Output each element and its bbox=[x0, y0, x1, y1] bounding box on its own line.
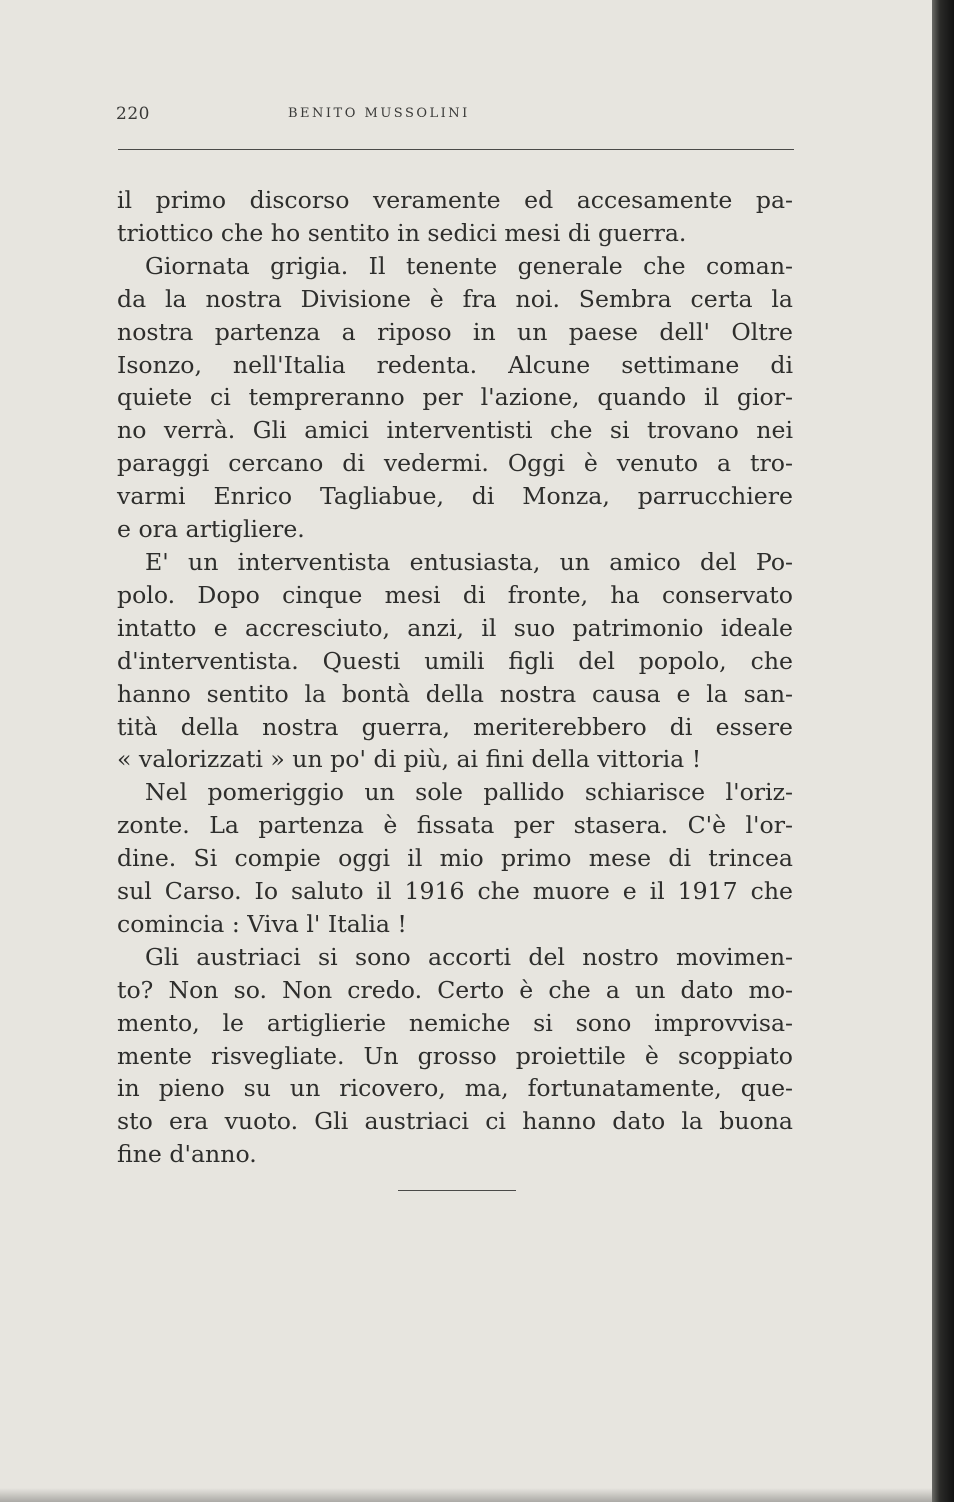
running-head bbox=[116, 104, 796, 128]
text-line: zonte. La partenza è fissata per stasera. C'è l'or- bbox=[117, 811, 793, 840]
text-line: Gli austriaci si sono accorti del nostro movimen- bbox=[145, 942, 793, 971]
text-line: paraggi cercano di vedermi. Oggi è venuto a tro- bbox=[117, 449, 793, 478]
text-line: da la nostra Divisione è fra noi. Sembra certa la bbox=[117, 284, 793, 313]
text-line: d'interventista. Questi umili figli del popolo, che bbox=[117, 646, 793, 675]
body-text bbox=[117, 184, 793, 1171]
text-line: mente risvegliate. Un grosso proiettile è scoppiato bbox=[117, 1041, 793, 1070]
text-line: intatto e accresciuto, anzi, il suo patrimonio ideale bbox=[117, 613, 793, 642]
page-number: 220 bbox=[116, 104, 150, 124]
text-line: sto era vuoto. Gli austriaci ci hanno dato la buona bbox=[117, 1107, 793, 1136]
paragraph bbox=[117, 184, 793, 250]
paragraph bbox=[117, 250, 793, 546]
text-line: Isonzo, nell'Italia redenta. Alcune settimane di bbox=[117, 350, 793, 379]
text-line: E' un interventista entusiasta, un amico del Po- bbox=[145, 547, 793, 576]
text-line: e ora artigliere. bbox=[117, 515, 305, 544]
text-line: hanno sentito la bontà della nostra causa e la san- bbox=[117, 679, 793, 708]
running-title: BENITO MUSSOLINI bbox=[288, 106, 470, 121]
text-line: varmi Enrico Tagliabue, di Monza, parrucchiere bbox=[117, 482, 793, 511]
text-line: dine. Si compie oggi il mio primo mese di trincea bbox=[117, 844, 793, 873]
text-line: Giornata grigia. Il tenente generale che coman- bbox=[145, 251, 793, 280]
text-line: « valorizzati » un po' di più, ai fini della vittoria ! bbox=[117, 745, 702, 774]
text-line: comincia : Viva l' Italia ! bbox=[117, 909, 407, 938]
paragraph bbox=[117, 546, 793, 776]
text-line: no verrà. Gli amici interventisti che si trovano nei bbox=[117, 416, 793, 445]
bottom-shadow bbox=[0, 1488, 934, 1502]
paragraph bbox=[117, 941, 793, 1171]
text-line: nostra partenza a riposo in un paese dell' Oltre bbox=[117, 317, 793, 346]
paragraph bbox=[117, 776, 793, 941]
text-line: in pieno su un ricovero, ma, fortunatamente, que- bbox=[117, 1074, 793, 1103]
header-rule bbox=[118, 149, 794, 150]
text-line: fine d'anno. bbox=[117, 1140, 257, 1169]
text-line: to? Non so. Non credo. Certo è che a un dato mo- bbox=[117, 975, 793, 1004]
book-spine-shadow bbox=[932, 0, 954, 1502]
text-line: polo. Dopo cinque mesi di fronte, ha conservato bbox=[117, 580, 793, 609]
text-line: tità della nostra guerra, meriterebbero di essere bbox=[117, 712, 793, 741]
text-line: quiete ci tempreranno per l'azione, quando il gior- bbox=[117, 383, 793, 412]
text-line: mento, le artiglierie nemiche si sono improvvisa- bbox=[117, 1008, 793, 1037]
end-rule bbox=[398, 1190, 516, 1191]
text-line: sul Carso. Io saluto il 1916 che muore e il 1917 che bbox=[117, 877, 793, 906]
text-line: triottico che ho sentito in sedici mesi di guerra. bbox=[117, 218, 687, 247]
text-line: il primo discorso veramente ed accesamente pa- bbox=[117, 186, 793, 214]
text-line: Nel pomeriggio un sole pallido schiarisce l'oriz- bbox=[145, 778, 793, 807]
